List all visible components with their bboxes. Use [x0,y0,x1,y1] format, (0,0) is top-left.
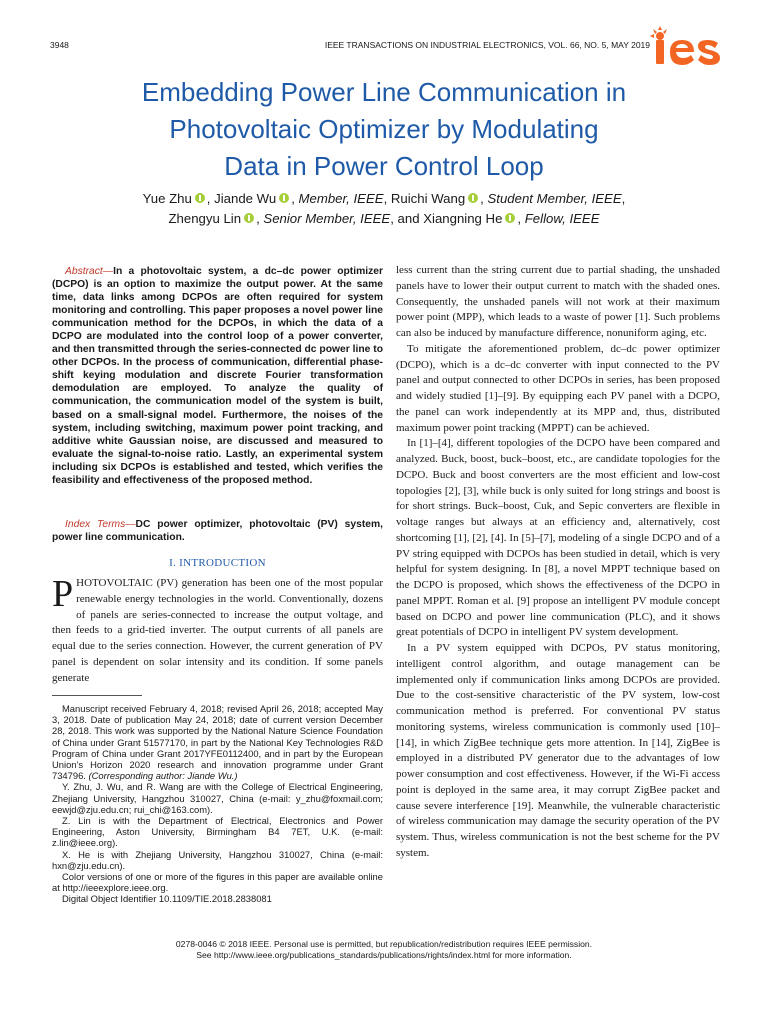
abstract-label: Abstract— [65,266,114,277]
author-role: Student Member, IEEE [487,191,622,206]
author-name: Yue Zhu [142,191,192,206]
author-name: Ruichi Wang [390,191,466,206]
footnote-doi: Digital Object Identifier 10.1109/TIE.2018.2838081 [62,893,272,905]
copyright-notice [80,939,688,961]
author-name: Jiande Wu [214,191,277,206]
footnote-divider [52,695,142,696]
orcid-icon[interactable] [195,193,205,203]
orcid-icon[interactable] [244,213,254,223]
orcid-icon[interactable] [279,193,289,203]
orcid-icon[interactable] [505,213,515,223]
abstract-text: In a photovoltaic system, a dc–dc power optimizer (DCPO) is an option to maximize the output power. At the same time, data links among DCPOs are often required for system monitoring and controlling. This paper proposes a novel power line communication method for the DCPOs, in which the data of a DCPO are modulated into the control loop of a power converter, and then transmitted through the series-connected dc power line to other DCPOs. In the process of communication, differential phase-shift keying modulation and discrete Fourier transformation demodulation are employed. To analyze the quality of communication, the communication model of the system is built, based on a small-signal model. Furthermore, the noises of the system, including switching, maximum power point tracking, and additive white Gaussian noise, are discussed and measured to evaluate the signal-to-noise ratio. Lastly, an experimental system including six DCPOs is established and tested, which verifies the feasibility and effectiveness of the proposed method. [52,266,383,486]
introduction-paragraph [52,573,383,686]
title-line-1: Embedding Power Line Communication in [141,77,627,107]
introduction-text: HOTOVOLTAIC (PV) generation has been one of the most popular renewable energy technologies in the world. Conventionally, dozens of panels are series-connected to increase the output voltage, and then feeds to a grid-tied inverter. The output currents of all panels are equal due to the series connection. However, the current generation of PV panel is dependent on solar intensity and its condition. If some panels generate [52,577,383,684]
author-role: Member, IEEE [298,191,384,206]
author-name: Xiangning He [423,211,503,226]
paper-title [60,74,708,185]
body-paragraph: In [1]–[4], different topologies of the DCPO have been compared and analyzed. Buck, boost, buck–boost, etc., are candidate topologies for the DCPO. Buck and boost converters are the most efficient and low-cost topologies [2], [3], while buck is only suited for long strings and boost is for short strings. Buck–boost, Cuk, and Sepic converters are flexible in voltage ranges but always at an efficiency and, alternatively, cost shortcoming [1], [2], [4]. In [5]–[7], modeling of a single DCPO and of a PV string equipped with DCPOs has been studied in detail, which is very helpful for system designing. In [8], a novel MPPT technique based on the DCPO is proposed, which shows the effectiveness of the DCPO in panel MPPT. Roman et al. [9] propose an intelligent PV module concept based on DCPO and power line communication (PLC), and it shows great potentials of DCPO in intelligent PV system development. [396,437,720,639]
page-number: 3948 [50,40,69,50]
right-column [396,263,720,862]
author-role: Senior Member, IEEE [263,211,391,226]
footnote-manuscript: Manuscript received February 4, 2018; revised April 26, 2018; accepted May 3, 2018. Date of publication May 24, 2018; date of current version December 28, 2018. This work was supported by the National Nature Science Foundation of China under Grant 51577170, in part by the National Key Technologies R&D Program of China under Grant 2017YFE0112400, and in part by the European Union’s Horizon 2020 research and innovation programme under Grant 734796. (Corresponding author: Jiande Wu.) [52,703,383,782]
title-line-3: Data in Power Control Loop [224,151,544,181]
author-conjunction: and [397,211,420,226]
footnotes [52,703,383,905]
drop-cap: P [52,573,74,615]
corresponding-author: (Corresponding author: Jiande Wu.) [88,770,238,782]
orcid-icon[interactable] [468,193,478,203]
footnote-affiliation: Z. Lin is with the Department of Electrical, Electronics and Power Engineering, Aston University, Birmingham B4 7ET, U.K. (e-mail: z.lin@ieee.org). [52,815,383,849]
author-list: Yue Zhu , Jiande Wu , Member, IEEE, Ruichi Wang , Student Member, IEEE, Zhengyu Lin , Senior Member, IEEE, and Xiangning He , Fellow, IEEE [142,191,626,226]
author-role: Fellow, IEEE [524,211,600,226]
journal-header: IEEE TRANSACTIONS ON INDUSTRIAL ELECTRONICS, VOL. 66, NO. 5, MAY 2019 [324,40,650,50]
body-paragraph: In a PV system equipped with DCPOs, PV status monitoring, intelligent control algorithm, and outage management can be implemented only if communication links among DCPOs are provided. Due to the cost-sensitive characteristic of the PV system, low-cost communication method is preferred. For conventional PV status monitoring systems, wireless communication is commonly used [10]–[14], in which ZigBee technique gets more attention. In [14], ZigBee is employed in a distributed PV generator due to the advantages of low power consumption and cost effectiveness. However, if the Wi-Fi access point is deployed in the same area, it may corrupt ZigBee packet and cause severe interference [19]. Meanwhile, the vulnerable characteristic of wireless communication may damage the security operation of the PV system. Thus, wireless communication is not the best scheme for the PV system. [396,642,720,859]
abstract [52,265,383,487]
index-terms-label: Index Terms— [65,519,136,530]
title-line-2: Photovoltaic Optimizer by Modulating [169,114,599,144]
body-paragraph: To mitigate the aforementioned problem, dc–dc power optimizer (DCPO), which is a dc–dc converter with input connected to the PV panel and output connected to other DCPOs in series, has been proposed and widely studied [1]–[9]. By equipping each PV panel with a DCPO, the panel can work independently at its MPP and, thus, distributed maximum power point tracking (MPPT) can be achieved. [396,342,720,434]
ies-logo [650,26,720,68]
copyright-url[interactable]: See http://www.ieee.org/publications_standards/publications/rights/index.html for more information. [196,950,572,960]
footnote-affiliation: Y. Zhu, J. Wu, and R. Wang are with the College of Electrical Engineering, Zhejiang University, Hangzhou 310027, China (e-mail: y_zhu@foxmail.com; eewjd@zju.edu.cn; rui_chi@163.com). [52,781,383,815]
index-terms-text: DC power optimizer, photovoltaic (PV) system, power line communication. [52,519,383,544]
index-terms [52,518,383,544]
footnote-color-note: Color versions of one or more of the figures in this paper are available online at http://ieeexplore.ieee.org. [52,871,383,894]
section-heading: I. INTRODUCTION [169,557,266,569]
body-paragraph: less current than the string current due to partial shading, the unshaded panels have to lower their output current to match with the shaded ones. Consequently, the unshaded panels will not work at their maximum power point (MPP), which leads to a waste of power [1]. Such problems can also be induced by manufacture difference, nonuniform aging, etc. [396,264,720,339]
copyright-line: 0278-0046 © 2018 IEEE. Personal use is permitted, but republication/redistribution requires IEEE permission. [175,939,593,949]
footnote-affiliation: X. He is with Zhejiang University, Hangzhou 310027, China (e-mail: hxn@zju.edu.cn). [52,848,383,871]
author-name: Zhengyu Lin [168,211,242,226]
